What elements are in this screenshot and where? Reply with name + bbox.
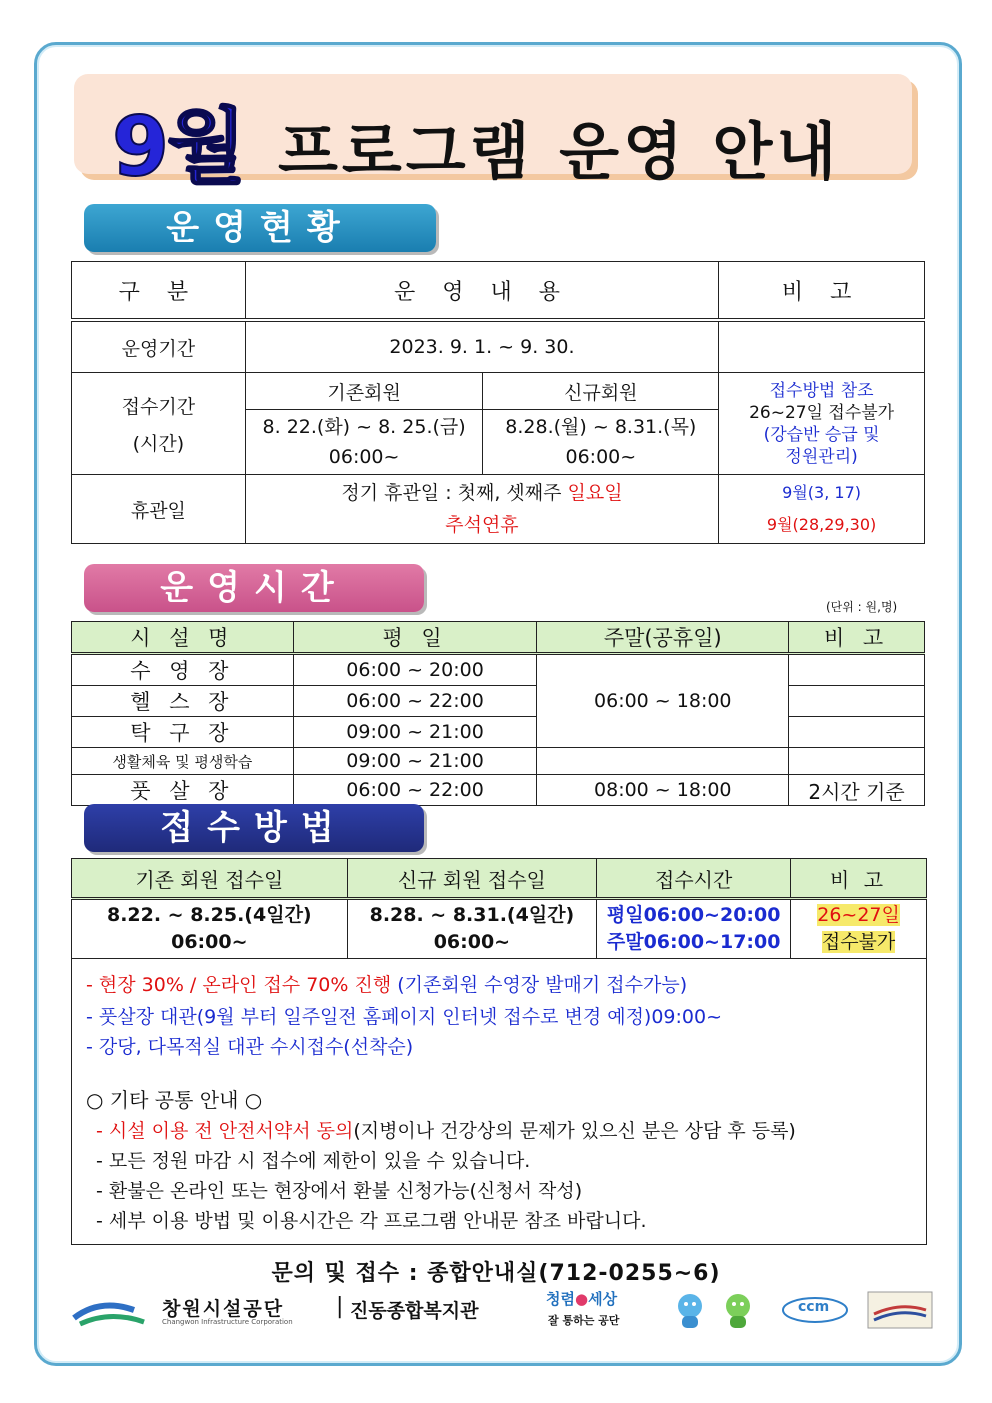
hours-note: 2시간 기준 <box>789 775 925 806</box>
reg-header-time: 접수시간 <box>597 859 791 899</box>
reg-existing <box>72 899 348 959</box>
facility-name: 탁 구 장 <box>72 717 294 748</box>
registration-table <box>71 858 927 959</box>
weekend-hours: 08:00 ~ 18:00 <box>537 775 789 806</box>
facility-name: 풋 살 장 <box>72 775 294 806</box>
section-operation-hours: 운영시간 <box>84 564 424 612</box>
closed-regular: 정기 휴관일 : 첫째, 셋째주 <box>341 482 562 504</box>
hours-header-facility: 시 설 명 <box>72 622 294 654</box>
weekday-hours: 06:00 ~ 22:00 <box>293 775 537 806</box>
existing-member-period <box>245 410 483 475</box>
existing-member-label: 기존회원 <box>245 373 483 410</box>
existing-dates: 8. 22.(화) ~ 8. 25.(금) <box>262 416 466 438</box>
table-row <box>72 717 925 748</box>
common-4: - 세부 이용 방법 및 이용시간은 각 프로그램 안내문 참조 바랍니다. <box>96 1210 647 1232</box>
common-title: ○ 기타 공통 안내 ○ <box>86 1088 263 1112</box>
reg-note-line3: (강습반 승급 및 <box>763 424 880 445</box>
common-3: - 환불은 온라인 또는 현장에서 환불 신청가능(신청서 작성) <box>96 1180 583 1202</box>
hours-note <box>789 686 925 717</box>
operation-status-table <box>71 261 925 544</box>
new-member-label: 신규회원 <box>483 373 719 410</box>
reg-label-line1: 접수기간 <box>121 395 196 418</box>
reg-time-weekday: 평일06:00~20:00 <box>606 904 781 926</box>
period-note <box>719 320 925 373</box>
new-dates: 8.28.(월) ~ 8.31.(목) <box>505 416 697 438</box>
table-row <box>72 686 925 717</box>
facility-name: 생활체육 및 평생학습 <box>72 748 294 775</box>
ccm-text: ccm <box>798 1299 830 1315</box>
reg-note-days: 26~27일 <box>817 904 900 926</box>
header-note: 비 고 <box>719 262 925 321</box>
reg-header-new: 신규 회원 접수일 <box>347 859 597 899</box>
weekend-hours-shared: 06:00 ~ 18:00 <box>537 654 789 748</box>
certificate-icon <box>866 1290 936 1330</box>
reg-header-note: 비 고 <box>791 859 927 899</box>
note-1-red: - 현장 30% / 온라인 접수 70% 진행 <box>86 974 392 996</box>
closed-note-1: 9월(3, 17) <box>782 483 862 502</box>
weekend-hours <box>537 748 789 775</box>
new-member-period <box>483 410 719 475</box>
reg-note <box>791 899 927 959</box>
hours-header-weekday: 평 일 <box>293 622 537 654</box>
reg-note-line1: 접수방법 참조 <box>769 380 874 401</box>
reg-header-existing: 기존 회원 접수일 <box>72 859 348 899</box>
weekday-hours: 06:00 ~ 20:00 <box>293 654 537 686</box>
facility-name: 수 영 장 <box>72 654 294 686</box>
reg-existing-dates: 8.22. ~ 8.25.(4일간) <box>106 904 312 926</box>
reg-label <box>72 373 246 475</box>
operation-hours-table <box>71 621 925 806</box>
reg-time-weekend: 주말06:00~17:00 <box>606 931 781 953</box>
existing-time: 06:00~ <box>328 446 400 468</box>
closed-holiday: 추석연휴 <box>445 514 519 536</box>
weekday-hours: 09:00 ~ 21:00 <box>293 717 537 748</box>
hours-header-weekend: 주말(공휴일) <box>537 622 789 654</box>
common-2: - 모든 정원 마감 시 접수에 제한이 있을 수 있습니다. <box>96 1150 531 1172</box>
note-2: - 풋살장 대관(9월 부터 일주일전 홈페이지 인터넷 접수로 변경 예정)09:00~ <box>86 1006 723 1028</box>
note-1 <box>86 970 687 997</box>
closed-note <box>719 475 925 544</box>
header-content: 운 영 내 용 <box>245 262 718 321</box>
reg-note <box>719 373 925 475</box>
reg-new-dates: 8.28. ~ 8.31.(4일간) <box>369 904 575 926</box>
slogan-logo: 청렴●세상 <box>546 1290 618 1308</box>
weekday-hours: 06:00 ~ 22:00 <box>293 686 537 717</box>
reg-note-line4: 정원관리) <box>785 446 858 467</box>
common-1-red: - 시설 이용 전 안전서약서 동의 <box>96 1120 354 1142</box>
reg-time <box>597 899 791 959</box>
closed-value <box>245 475 718 544</box>
note-3: - 강당, 다목적실 대관 수시접수(선착순) <box>86 1036 414 1058</box>
period-value: 2023. 9. 1. ~ 9. 30. <box>245 320 718 373</box>
title-text: 프로그램 운영 안내 <box>278 115 841 188</box>
slogan-1: 청렴 <box>546 1290 575 1308</box>
header-category: 구 분 <box>72 262 246 321</box>
hours-note <box>789 717 925 748</box>
table-row <box>72 654 925 686</box>
new-time: 06:00~ <box>565 446 637 468</box>
title-month: 9월 <box>112 100 245 195</box>
unit-label: (단위 : 원,명) <box>826 600 898 614</box>
footer-logos: 창원시설공단 Changwon Infrastructure Corporation | 진동종합복지관 청렴●세상 잘 통하는 공단 ccm <box>60 1288 940 1336</box>
reg-note-closed: 접수불가 <box>821 931 896 953</box>
notes-box <box>71 956 927 1245</box>
reg-new-time: 06:00~ <box>433 931 511 953</box>
hours-note <box>789 748 925 775</box>
closed-label: 휴관일 <box>72 475 246 544</box>
table-row <box>72 748 925 775</box>
reg-existing-time: 06:00~ <box>171 931 248 953</box>
slogan-sub: 잘 통하는 공단 <box>548 1314 620 1327</box>
center-name: 진동종합복지관 <box>350 1300 479 1322</box>
period-label: 운영기간 <box>72 320 246 373</box>
reg-note-line2: 26~27일 접수불가 <box>749 402 895 423</box>
slogan-2: 세상 <box>588 1290 618 1308</box>
common-1 <box>96 1116 796 1143</box>
org-name: 창원시설공단 <box>162 1298 285 1320</box>
section-operation-status: 운영현황 <box>84 204 436 252</box>
facility-name: 헬 스 장 <box>72 686 294 717</box>
org-name-en: Changwon Infrastructure Corporation <box>162 1318 293 1326</box>
hours-note <box>789 654 925 686</box>
reg-new <box>347 899 597 959</box>
closed-note-2: 9월(28,29,30) <box>766 515 877 534</box>
note-1-blue: (기존회원 수영장 발매기 접수가능) <box>391 974 688 996</box>
weekday-hours: 09:00 ~ 21:00 <box>293 748 537 775</box>
common-1-rest: (지병이나 건강상의 문제가 있으신 분은 상담 후 등록) <box>353 1120 796 1142</box>
city-logo-icon <box>70 1296 150 1332</box>
reg-label-line2: (시간) <box>132 432 185 455</box>
mascot-2-icon <box>718 1290 758 1330</box>
table-row <box>72 775 925 806</box>
closed-sunday: 일요일 <box>567 482 623 504</box>
hours-header-note: 비 고 <box>789 622 925 654</box>
mascot-1-icon <box>670 1290 710 1330</box>
section-registration-method: 접수방법 <box>84 804 424 852</box>
contact-info: 문의 및 접수 : 종합안내실(712-0255~6) <box>271 1261 721 1286</box>
